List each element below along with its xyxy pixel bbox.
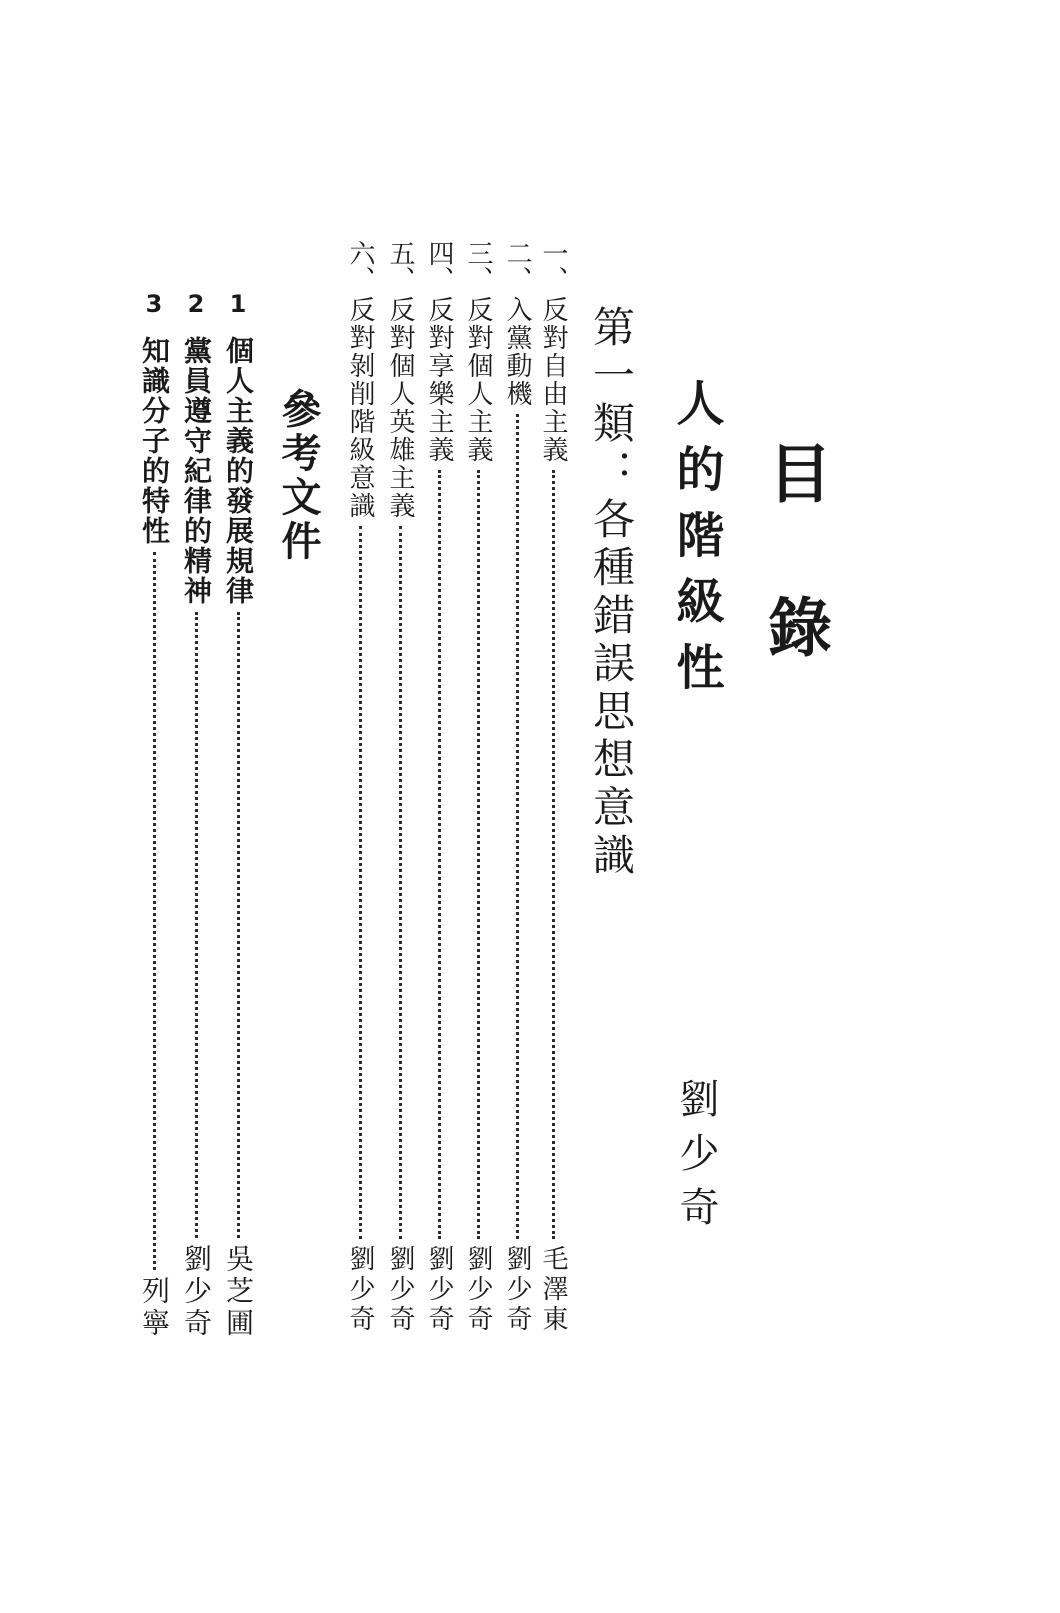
reference-entry [178, 290, 214, 1340]
toc-entry-number: 五、 [385, 240, 415, 292]
dot-leader [153, 552, 156, 1270]
toc-entry-number: 六、 [345, 240, 375, 292]
page-title: 目錄 [757, 440, 832, 748]
toc-entry-author: 劉少奇 [345, 1245, 375, 1335]
toc-entry-title: 入黨動機 [502, 296, 532, 408]
dot-leader [552, 470, 555, 1239]
toc-entry [536, 240, 570, 1335]
reference-title: 黨員遵守紀律的精神 [180, 336, 213, 606]
toc-entry-author: 劉少奇 [502, 1245, 532, 1335]
reference-author: 列寧 [138, 1276, 171, 1340]
dot-leader [399, 526, 402, 1239]
reference-author: 劉少奇 [180, 1244, 213, 1340]
toc-entry-number: 一、 [538, 240, 568, 292]
toc-entry-title: 反對自由主義 [538, 296, 568, 464]
references-heading: 參考文件 [275, 388, 322, 564]
toc-entry-title: 反對個人主義 [463, 296, 493, 464]
reference-entry [136, 290, 172, 1340]
dot-leader [516, 414, 519, 1239]
reference-author: 吳芝圃 [222, 1244, 255, 1340]
category-heading: 第一類：各種錯誤思想意識 [587, 305, 636, 881]
dot-leader [195, 612, 198, 1238]
toc-entry-author: 劉少奇 [463, 1245, 493, 1335]
reference-entry [220, 290, 256, 1340]
toc-entry-title: 反對剝削階級意識 [345, 296, 375, 520]
reference-number: 3 [140, 290, 168, 318]
toc-entry [343, 240, 377, 1335]
toc-entry-title: 反對享樂主義 [424, 296, 454, 464]
reference-number: 2 [182, 290, 210, 318]
dot-leader [438, 470, 441, 1239]
dot-leader [359, 526, 362, 1239]
toc-entry [461, 240, 495, 1335]
toc-entry [422, 240, 456, 1335]
book-author: 劉少奇 [673, 1078, 719, 1240]
reference-title: 知識分子的特性 [138, 336, 171, 546]
reference-title: 個人主義的發展規律 [222, 336, 255, 606]
toc-entry-number: 三、 [463, 240, 493, 292]
toc-entry-author: 劉少奇 [424, 1245, 454, 1335]
dot-leader [237, 612, 240, 1238]
toc-entry-author: 劉少奇 [385, 1245, 415, 1335]
toc-entry [383, 240, 417, 1335]
book-title: 人的階級性 [668, 378, 724, 708]
toc-entry-title: 反對個人英雄主義 [385, 296, 415, 520]
toc-entry-number: 二、 [502, 240, 532, 292]
reference-number: 1 [224, 290, 252, 318]
toc-entry-author: 毛澤東 [538, 1245, 568, 1335]
dot-leader [477, 470, 480, 1239]
toc-entry [500, 240, 534, 1335]
toc-entry-number: 四、 [424, 240, 454, 292]
